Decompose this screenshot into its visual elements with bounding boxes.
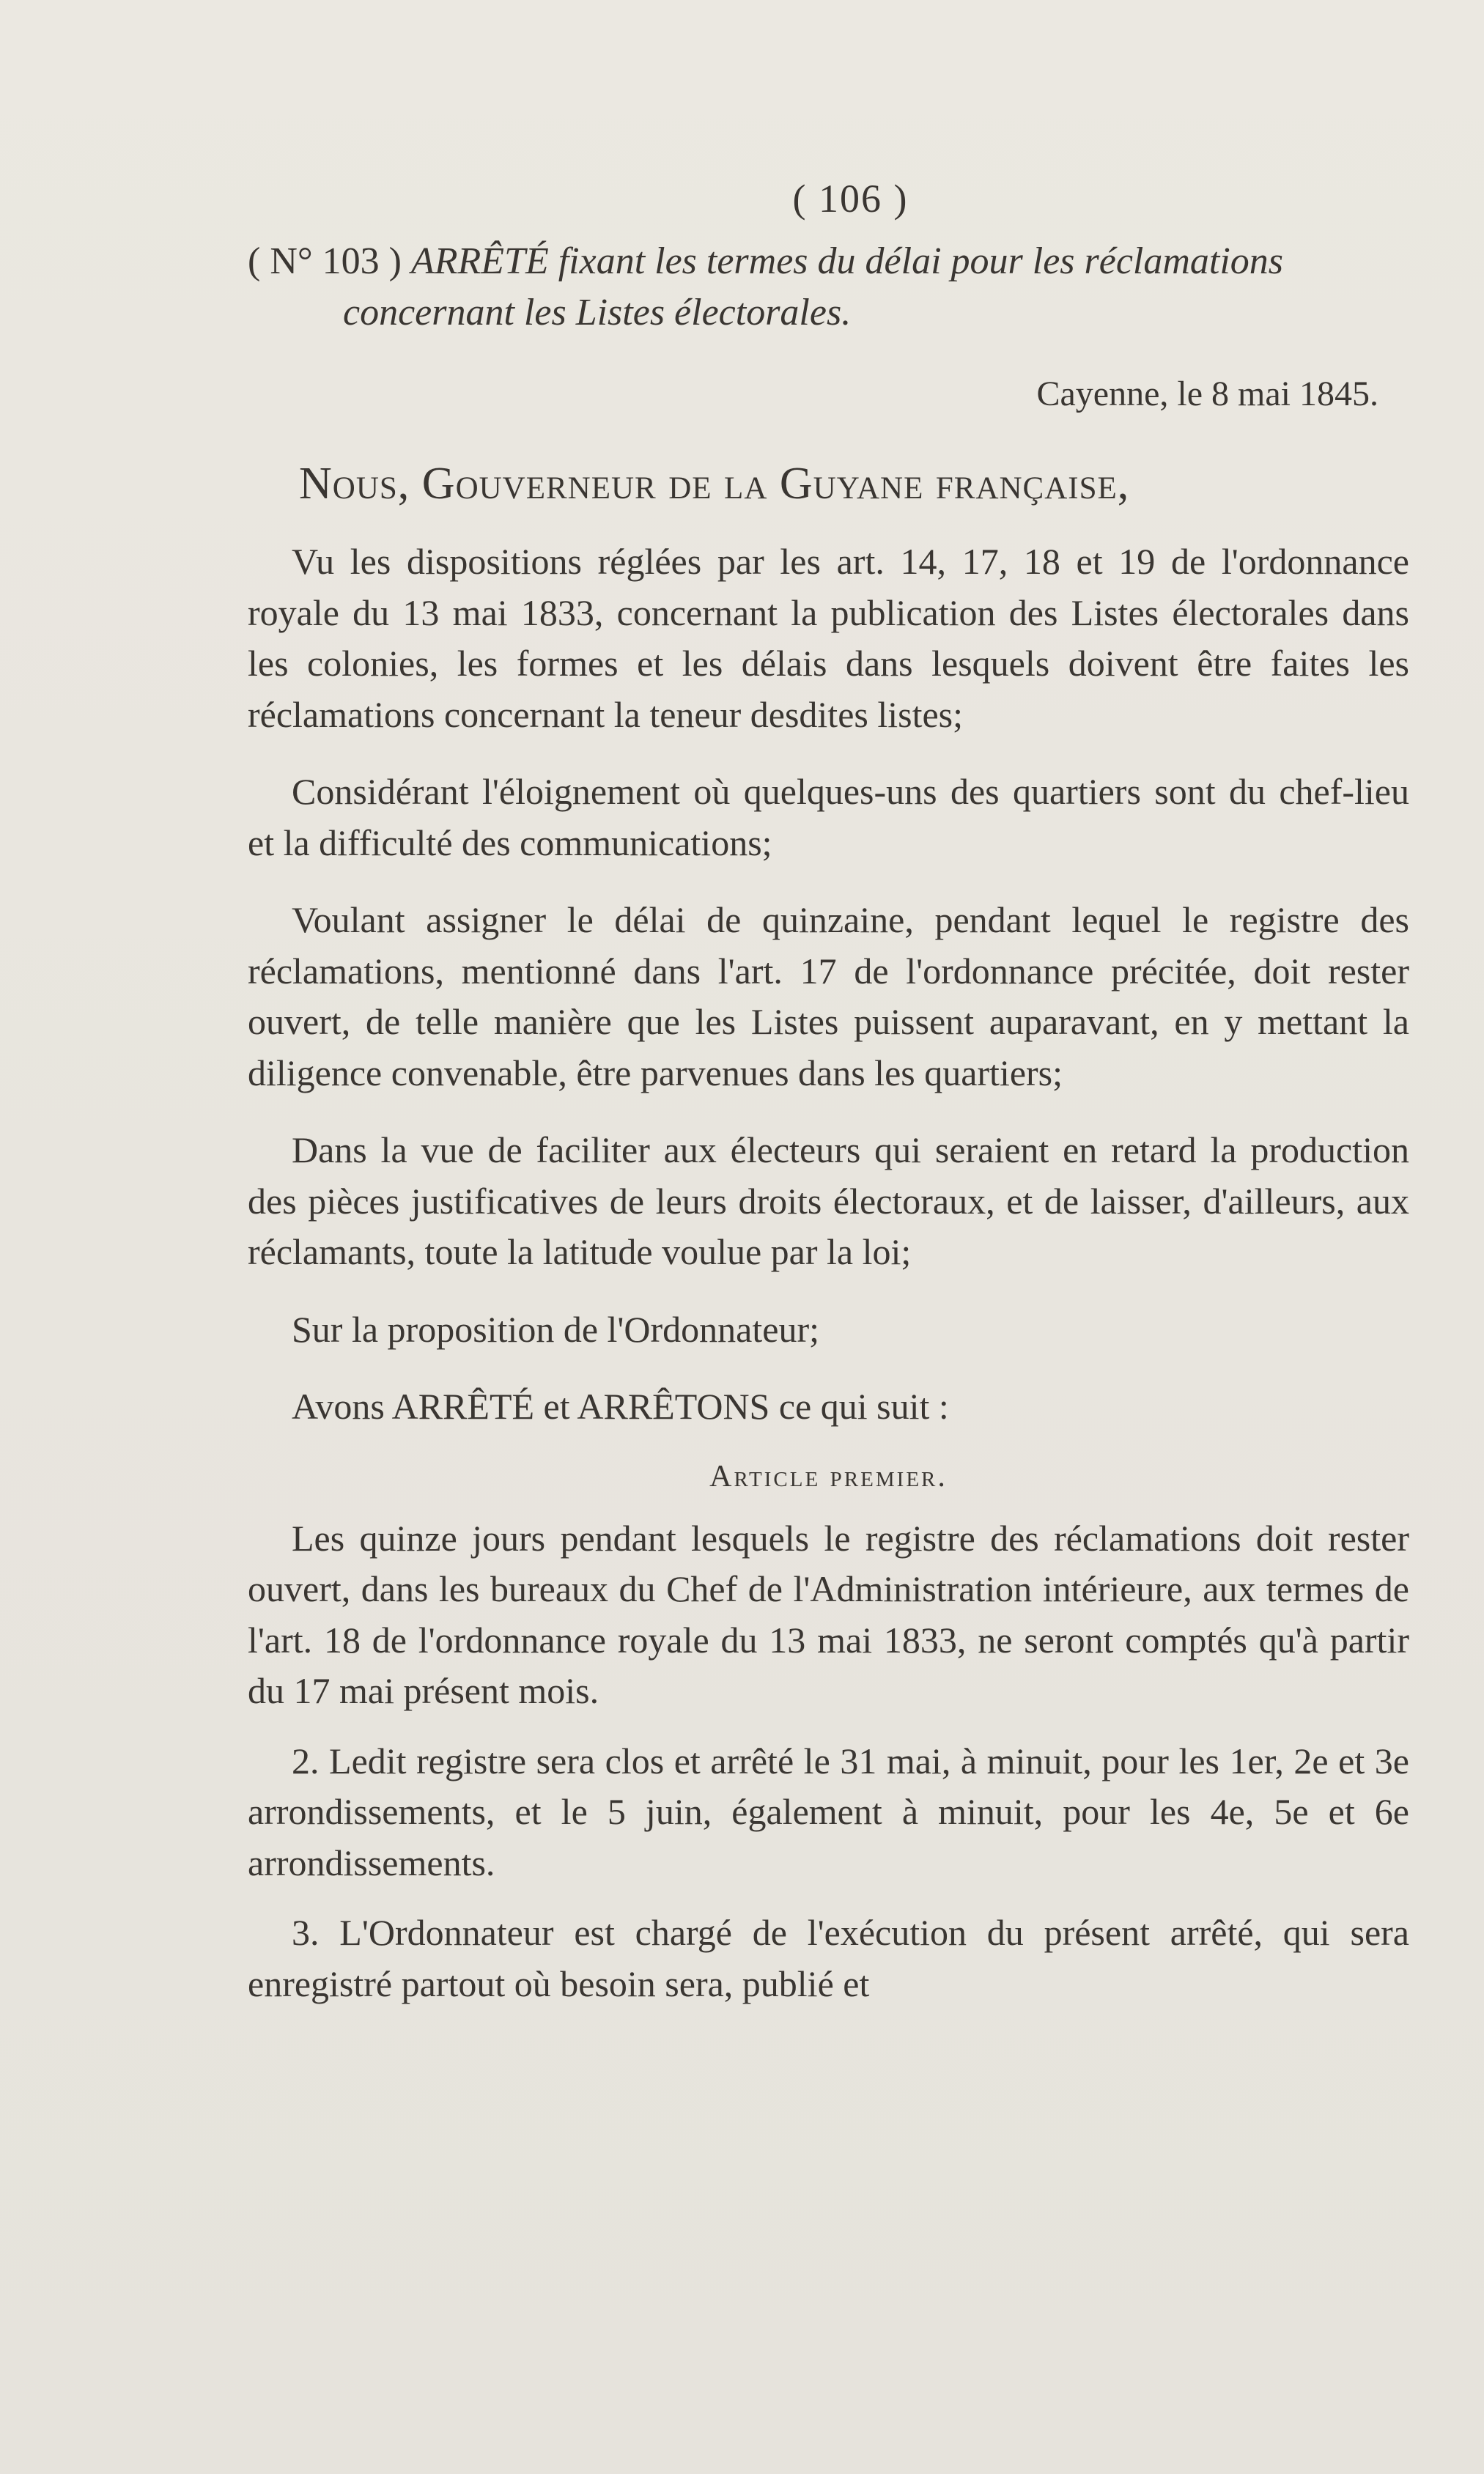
consideration-3: Voulant assigner le délai de quinzaine, pendant lequel le registre des réclamations, mentionné dans l'art. 17 de l'ordonnance précitée, doit rester ouvert, de telle manière que les Listes puissent auparavant, en y mettant la diligence convenable, être parvenues dans les quartiers; xyxy=(248,899,1409,1093)
governor-address: Nous, Gouverneur de la Guyane française, xyxy=(299,459,1130,509)
consideration-2: Considérant l'éloignement où quelques-uns des quartiers sont du chef-lieu et la difficulté des communications; xyxy=(248,771,1409,863)
article-1: Les quinze jours pendant lesquels le registre des réclamations doit rester ouvert, dans les bureaux du Chef de l'Administration intérieure, aux termes de l'art. 18 de l'ordonnance royale du 13 mai 1833, ne seront comptés qu'à partir du 17 mai présent mois. xyxy=(248,1517,1409,1711)
page-number: ( 106 ) xyxy=(792,177,909,221)
decree-formula: Avons ARRÊTÉ et ARRÊTONS ce qui suit : xyxy=(292,1386,949,1427)
consideration-5: Sur la proposition de l'Ordonnateur; xyxy=(292,1308,819,1350)
article-heading: Article premier. xyxy=(709,1459,948,1493)
decree-title: ARRÊTÉ fixant les termes du délai pour les réclamations concernant les Listes électorales. xyxy=(343,240,1284,333)
consideration-4: Dans la vue de faciliter aux électeurs qui seraient en retard la production des pièces justificatives de leurs droits électoraux, et de laisser, d'ailleurs, aux réclamants, toute la latitude voulue par la loi; xyxy=(248,1129,1409,1272)
article-3: 3. L'Ordonnateur est chargé de l'exécution du présent arrêté, qui sera enregistré partout où besoin sera, publié et xyxy=(248,1912,1409,2004)
text-block xyxy=(248,176,1409,2009)
article-2: 2. Ledit registre sera clos et arrêté le 31 mai, à minuit, pour les 1er, 2e et 3e arrondissements, et le 5 juin, également à minuit, pour les 4e, 5e et 6e arrondissements. xyxy=(248,1740,1409,1883)
dateline: Cayenne, le 8 mai 1845. xyxy=(1036,374,1378,413)
consideration-1: Vu les dispositions réglées par les art. 14, 17, 18 et 19 de l'ordonnance royale du 13 mai 1833, concernant la publication des Listes électorales dans les colonies, les formes et les délais dans lesquels doivent être faites les réclamations concernant la teneur desdites listes; xyxy=(248,541,1409,735)
decree-heading xyxy=(248,236,1409,339)
decree-number: ( N° 103 ) xyxy=(248,240,402,282)
